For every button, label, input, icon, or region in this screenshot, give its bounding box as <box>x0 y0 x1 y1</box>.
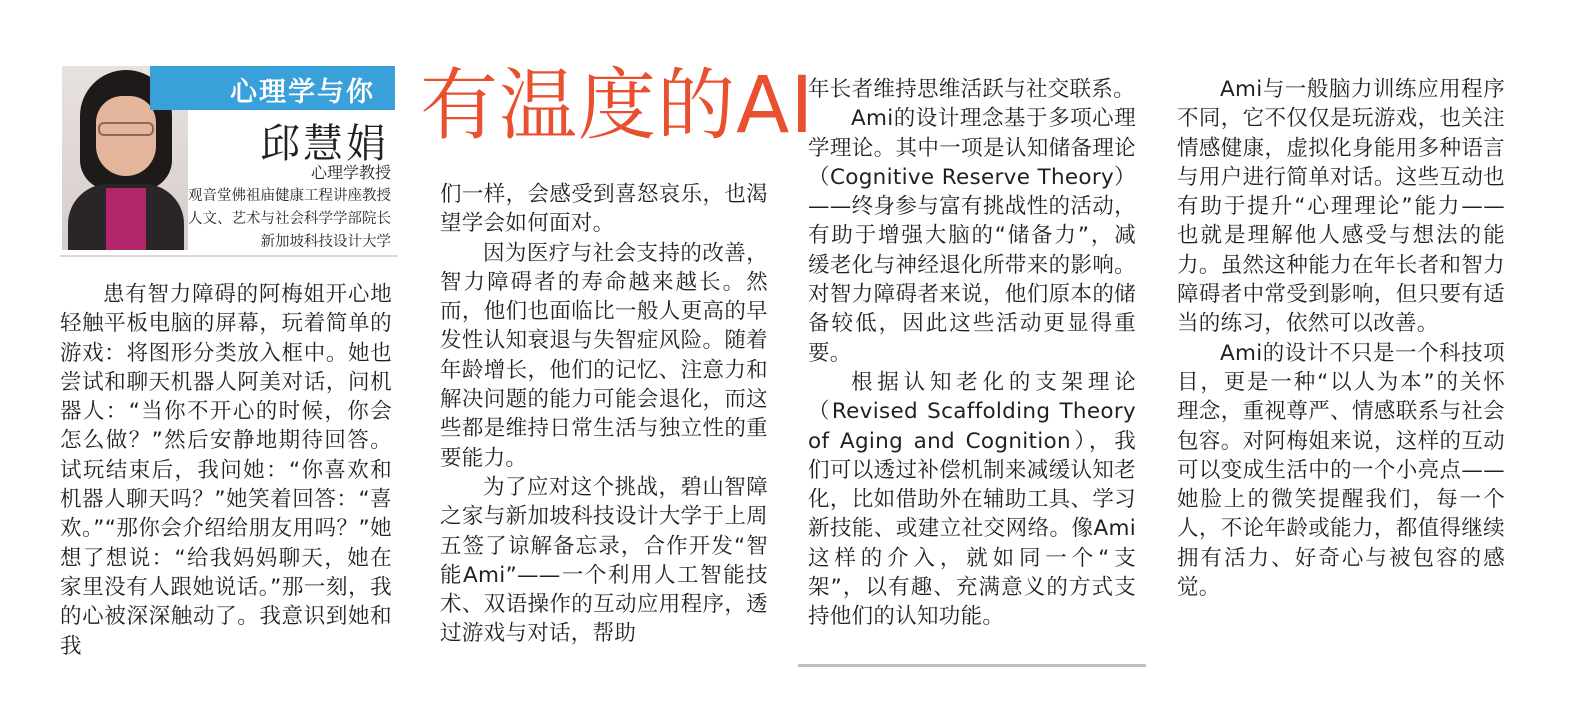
paragraph: 根据认知老化的支架理论（Revised Scaffolding Theory of Aging and Cognition），我们可以透过补偿机制来减缓认知老化，比如借助外在辅助工具、学习新技能、或建立社交网络。像Ami这样的介入，就如同一个“支架”，以有趣、充满意义的方式支持他们的认知功能。 <box>808 369 1136 630</box>
column-banner <box>150 66 395 110</box>
article-headline: 有温度的AI <box>420 61 815 151</box>
author-title: 心理学教授 <box>310 163 391 182</box>
paragraph: Ami的设计不只是一个科技项目，更是一种“以人为本”的关怀理念，重视尊严、情感联系与社会包容。对阿梅姐来说，这样的互动可以变成生活中的一个小亮点——她脸上的微笑提醒我们，每一个人，不论年龄或能力，都值得继续拥有活力、好奇心与被包容的感觉。 <box>1177 340 1505 601</box>
column-label: 心理学与你 <box>230 77 375 108</box>
paragraph: 们一样，会感受到喜怒哀乐，也渴望学会如何面对。 <box>440 182 768 237</box>
paragraph: Ami与一般脑力训练应用程序不同，它不仅仅是玩游戏，也关注情感健康，虚拟化身能用多种语言与用户进行简单对话。这些互动也有助于提升“心理理论”能力——也就是理解他人感受与想法的能力。虽然这种能力在年长者和智力障碍者中常受到影响，但只要有适当的练习，依然可以改善。 <box>1177 77 1505 337</box>
author-name: 邱慧娟 <box>260 121 389 167</box>
article-column-1 <box>60 280 392 665</box>
author-affiliation: 人文、艺术与社会科学学部院长 <box>188 211 391 227</box>
paragraph: 年长者维持思维活跃与社交联系。 <box>808 77 1136 102</box>
divider <box>798 664 1146 667</box>
paragraph: 患有智力障碍的阿梅姐开心地轻触平板电脑的屏幕，玩着简单的游戏：将图形分类放入框中。她也尝试和聊天机器人阿美对话，问机器人：“当你不开心的时候，你会怎么做？”然后安静地期待回答。试玩结束后，我问她：“你喜欢和机器人聊天吗？”她笑着回答：“喜欢。”“那你会介绍给朋友用吗？”她想了想说：“给我妈妈聊天，她在家里没有人跟她说话。”那一刻，我的心被深深触动了。我意识到她和我 <box>60 282 392 659</box>
author-affiliation: 观音堂佛祖庙健康工程讲座教授 <box>188 188 391 204</box>
article-column-4 <box>1177 75 1505 635</box>
article-column-3 <box>808 75 1136 665</box>
paragraph: 因为医疗与社会支持的改善，智力障碍者的寿命越来越长。然而，他们也面临比一般人更高的早发性认知衰退与失智症风险。随着年龄增长，他们的记忆、注意力和解决问题的能力可能会退化，而这些都是维持日常生活与独立性的重要能力。 <box>440 240 768 471</box>
author-affiliation: 新加坡科技设计大学 <box>260 234 391 250</box>
paragraph: 为了应对这个挑战，碧山智障之家与新加坡科技设计大学于上周五签了谅解备忘录，合作开发“智能Ami”——一个利用人工智能技术、双语操作的互动应用程序，透过游戏与对话，帮助 <box>440 474 768 647</box>
divider <box>60 255 398 257</box>
paragraph: Ami的设计理念基于多项心理学理论。其中一项是认知储备理论（Cognitive Reserve Theory）——终身参与富有挑战性的活动，有助于增强大脑的“储备力”，减缓老化与神经退化所带来的影响。对智力障碍者来说，他们原本的储备较低，因此这些活动更显得重要。 <box>808 106 1136 366</box>
article-column-2 <box>440 180 768 660</box>
